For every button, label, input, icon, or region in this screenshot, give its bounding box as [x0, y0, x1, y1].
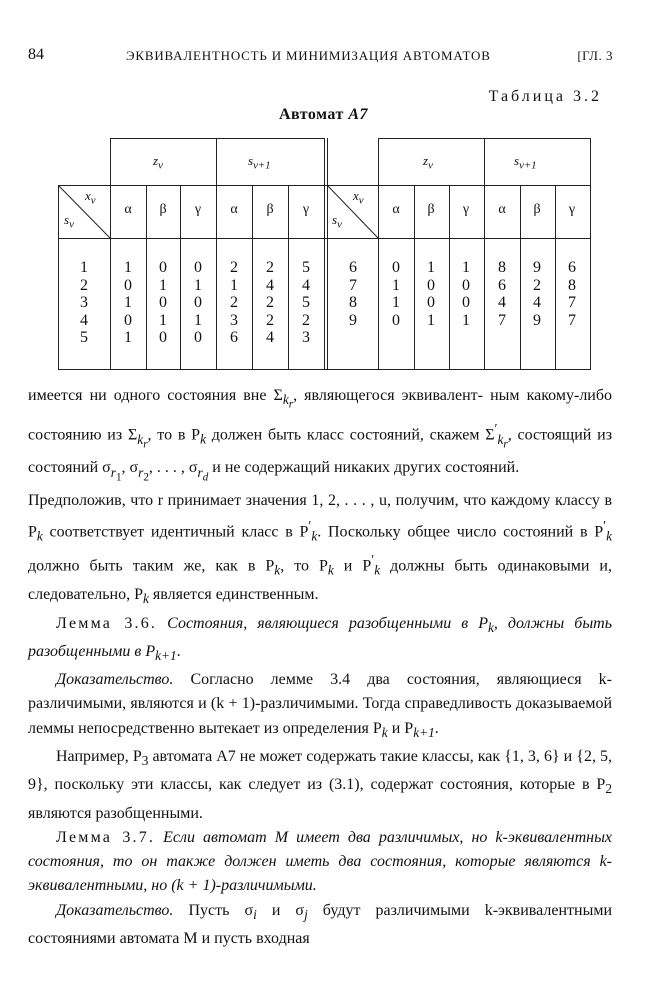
table-rule: [414, 185, 415, 370]
table-cell: 1: [159, 311, 167, 329]
z-subscript: ν: [428, 159, 433, 172]
table-cell: 1: [427, 311, 435, 329]
s-subscript: ν: [337, 218, 342, 231]
table-cell: 0: [124, 276, 132, 294]
subscript: k: [374, 562, 381, 578]
proof-2: [28, 899, 612, 952]
text-run: является единственным.: [148, 586, 319, 604]
text-run: и P: [387, 719, 414, 737]
input-beta: β: [427, 202, 435, 217]
table-cell: 0: [159, 259, 167, 276]
z-symbol: z: [153, 153, 159, 168]
lemma-statement: , должны быть разобщенными в P: [28, 614, 613, 660]
table-cell: 4: [302, 276, 310, 294]
subscript: j: [304, 906, 308, 922]
table-label: Таблица 3.2: [488, 88, 602, 105]
table-cell: 9: [533, 311, 541, 329]
table-cell: 0: [462, 294, 470, 312]
subscript: k: [274, 562, 281, 578]
lemma-3-6: [28, 612, 612, 669]
text-run: , то P: [280, 557, 328, 575]
subscript: k: [282, 392, 289, 408]
corner-input-label-right: [353, 188, 364, 207]
table-cell: 7: [568, 294, 576, 312]
table-cell: 0: [462, 276, 470, 294]
table-rule: [252, 185, 253, 370]
table-cell: 1: [427, 259, 435, 276]
subscript: k: [327, 562, 334, 578]
next-state-column: [260, 259, 280, 347]
page-number: 84: [28, 46, 44, 63]
text-run: имеется ни одного состояния вне Σ: [28, 387, 283, 404]
table-cell: 2: [230, 259, 238, 276]
table-cell: 5: [80, 329, 88, 347]
table-cell: 5: [302, 259, 310, 276]
table-cell: 6: [230, 329, 238, 347]
subscript: k: [36, 528, 43, 544]
table-cell: 2: [266, 259, 274, 276]
table-cell: 9: [533, 259, 541, 276]
text-run: Согласно лемме 3.4 два состояния, являющиеся k-различимыми, являются и (k + 1)-различимыми. Тогда справедливость доказываемой леммы непосредственно вытекает из определения P: [28, 671, 612, 737]
subscript: r: [143, 438, 148, 451]
subscript: 2: [143, 471, 149, 484]
output-column: [188, 259, 208, 347]
table-cell: 1: [462, 259, 470, 276]
text-run: Пусть σ: [173, 901, 254, 919]
z-subscript: ν: [158, 159, 163, 172]
proof-label: Доказательство.: [56, 671, 174, 689]
table-cell: 1: [159, 276, 167, 294]
text-run: Предположив, что r принимает значения 1, 2, . . . , u, получим, что каждому классу в P: [28, 492, 612, 540]
table-cell: 0: [427, 276, 435, 294]
lemma-label: Лемма 3.7.: [56, 829, 156, 847]
subscript: k: [142, 591, 149, 607]
subscript: k: [381, 724, 388, 740]
table-rule: [449, 185, 450, 370]
input-alpha: α: [230, 202, 238, 217]
text-run: , то в P: [147, 426, 201, 444]
next-state-column: [224, 259, 244, 347]
body-text: [28, 384, 612, 951]
table-cell: 4: [498, 294, 506, 312]
lemma-3-7: [28, 826, 612, 899]
table-cell: 2: [266, 311, 274, 329]
automaton-table: [58, 138, 591, 370]
table-title-prefix: Автомат: [278, 106, 349, 123]
subscript: k: [606, 528, 612, 544]
text-run: Например, P: [56, 748, 142, 766]
table-cell: 4: [533, 294, 541, 312]
output-column: [153, 259, 173, 347]
subscript: r: [110, 464, 116, 480]
output-column: [421, 259, 441, 329]
corner-input-label-left: [85, 188, 96, 207]
table-cell: 1: [124, 329, 132, 347]
lemma-label: Лемма 3.6.: [56, 614, 158, 632]
text-run: автомата A7 не может содержать такие классы, как {1, 3, 6} и {2, 5, 9}, поскольку эти классы, как следует из (3.1), содержат состояния, которые в P: [28, 748, 612, 794]
subscript: 1: [115, 471, 122, 484]
s-symbol: s: [248, 153, 254, 168]
text-run: и не содержащий никаких других состояний.: [208, 459, 520, 477]
input-gamma: γ: [462, 202, 470, 217]
input-gamma: γ: [194, 202, 202, 217]
subscript: 3: [141, 753, 149, 769]
text-run: , . . . , σ: [148, 459, 198, 477]
paragraph: [28, 489, 612, 611]
x-symbol: x: [85, 188, 91, 203]
table-title-name: A7: [348, 106, 369, 123]
input-alpha: α: [498, 202, 506, 217]
s-subscript: ν: [69, 218, 74, 231]
corner-state-label-right: [332, 212, 342, 231]
state-column-right: [343, 259, 363, 329]
table-cell: 1: [80, 259, 88, 276]
table-cell: 1: [392, 276, 400, 294]
text-run: σ: [129, 459, 139, 477]
table-cell: 2: [533, 276, 541, 294]
table-cell: 0: [392, 311, 400, 329]
text-run: класс состояний, скажем Σ: [306, 426, 495, 444]
text-run: соответствует идентичный класс в P: [42, 523, 309, 540]
text-run: должен быть: [205, 426, 302, 444]
table-cell: 1: [462, 311, 470, 329]
proof-1: [28, 668, 612, 745]
table-rule: [327, 138, 328, 370]
subscript: k: [497, 431, 504, 447]
input-gamma: γ: [302, 202, 310, 217]
table-cell: 2: [230, 294, 238, 312]
table-cell: 2: [80, 276, 88, 294]
s-symbol: s: [64, 212, 70, 227]
text-run: , состоящий из состояний σ: [28, 426, 613, 477]
corner-state-label-left: [64, 212, 74, 231]
table-cell: 0: [159, 294, 167, 312]
table-cell: 1: [124, 294, 132, 312]
table-rule: [146, 185, 147, 370]
text-run: .: [434, 719, 439, 737]
s-subscript: ν+1: [519, 159, 537, 172]
input-beta: β: [533, 202, 541, 217]
x-subscript: ν: [90, 194, 96, 207]
running-title: ЭКВИВАЛЕНТНОСТЬ И МИНИМИЗАЦИЯ АВТОМАТОВ: [126, 48, 491, 63]
subscript: r: [197, 464, 203, 480]
text-run: будут различимыми k-эквивалентными состояниями автомата M и пусть входная: [28, 901, 613, 948]
subscript: k: [487, 619, 494, 635]
table-cell: 6: [568, 259, 576, 276]
x-subscript: ν: [358, 194, 364, 207]
subscript: k: [137, 431, 144, 447]
table-cell: 2: [302, 311, 310, 329]
table-cell: 8: [498, 259, 506, 276]
table-cell: 0: [194, 294, 202, 312]
output-column: [118, 259, 138, 347]
prime: ′: [308, 517, 312, 533]
s-subscript: ν+1: [253, 159, 271, 172]
subscript: k: [311, 528, 318, 544]
table-rule: [288, 185, 289, 370]
subscript: 2: [605, 781, 612, 797]
table-rule: [520, 185, 521, 370]
table-cell: 0: [194, 329, 202, 347]
table-rule: [555, 185, 556, 370]
table-cell: 9: [349, 311, 357, 329]
text-run: , являющегося эквивалент-: [293, 387, 483, 404]
input-beta: β: [266, 202, 274, 217]
table-cell: 5: [302, 294, 310, 312]
table-rule: [180, 185, 181, 370]
subscript: k+1: [413, 724, 435, 740]
table-cell: 4: [266, 276, 274, 294]
table-cell: 0: [392, 259, 400, 276]
output-column: [386, 259, 406, 329]
x-symbol: x: [353, 188, 359, 203]
table-cell: 3: [302, 329, 310, 347]
table-rule: [484, 138, 485, 370]
table-rule: [110, 138, 111, 370]
table-cell: 1: [194, 276, 202, 294]
table-rule: [378, 138, 379, 370]
table-rule: [590, 138, 591, 370]
table-cell: 0: [124, 311, 132, 329]
table-title: [0, 106, 647, 124]
input-gamma: γ: [568, 202, 576, 217]
lemma-statement: Состояния, являющиеся разобщенными в P: [167, 614, 488, 632]
s-symbol: s: [514, 153, 520, 168]
table-cell: 8: [349, 294, 357, 312]
input-alpha: α: [124, 202, 132, 217]
subscript: k+1: [155, 648, 177, 664]
table-cell: 1: [392, 294, 400, 312]
chapter-label: [ГЛ. 3: [577, 48, 613, 63]
input-beta: β: [159, 202, 167, 217]
table-cell: 7: [498, 311, 506, 329]
table-cell: 4: [80, 311, 88, 329]
subscript: k: [200, 431, 206, 447]
table-cell: 0: [194, 259, 202, 276]
text-run: должно быть таким же, как в P: [28, 557, 275, 575]
prime: ′: [494, 421, 498, 437]
table-cell: 0: [159, 329, 167, 347]
table-cell: 6: [349, 259, 357, 276]
text-run: ,: [121, 459, 126, 477]
s-symbol: s: [332, 212, 338, 227]
next-state-column: [492, 259, 512, 329]
table-rule: [324, 138, 325, 370]
text-run: и σ: [256, 901, 305, 919]
table-rule: [110, 138, 325, 139]
text-run: и P: [333, 557, 372, 575]
table-cell: 1: [194, 311, 202, 329]
table-cell: 4: [266, 329, 274, 347]
z-symbol: z: [423, 153, 429, 168]
group-header-s-left: [248, 153, 271, 172]
input-alpha: α: [392, 202, 400, 217]
table-cell: 2: [266, 294, 274, 312]
table-cell: 3: [80, 294, 88, 312]
state-column-left: [74, 259, 94, 347]
proof-label: Доказательство.: [56, 901, 174, 919]
table-cell: 8: [568, 276, 576, 294]
text-run: должны быть одинаковыми и, следовательно, P: [28, 557, 612, 604]
table-cell: 7: [568, 311, 576, 329]
group-header-s-right: [514, 153, 537, 172]
subscript: r: [288, 398, 294, 411]
next-state-column: [296, 259, 316, 347]
prime: ′: [603, 517, 607, 533]
text-run: ным какому-либо состоянию из Σ: [28, 387, 613, 444]
subscript: r: [138, 464, 144, 480]
prime: ′: [371, 552, 375, 568]
table-cell: 6: [498, 276, 506, 294]
table-cell: 7: [349, 276, 357, 294]
group-header-z-left: [153, 153, 163, 172]
subscript: i: [253, 906, 257, 922]
table-cell: 1: [230, 276, 238, 294]
paragraph: [28, 384, 612, 489]
group-header-z-right: [423, 153, 433, 172]
table-cell: 1: [124, 259, 132, 276]
subscript: r: [503, 438, 508, 451]
running-header: [28, 46, 613, 70]
example-paragraph: [28, 745, 612, 826]
lemma-statement: Если автомат M имеет два различимых, но k-эквивалентных состояния, то он также должен иметь два состояния, которые являются k-эквивалентными, но (k + 1)-различимыми.: [28, 829, 613, 895]
text-run: являются разобщенными.: [28, 804, 203, 822]
next-state-column: [527, 259, 547, 329]
output-column: [456, 259, 476, 329]
text-run: . Поскольку общее число состояний в P: [317, 523, 604, 540]
next-state-column: [562, 259, 582, 329]
table-cell: 3: [230, 311, 238, 329]
text-run: .: [176, 642, 181, 660]
subscript: d: [202, 471, 209, 484]
table-rule: [216, 138, 217, 370]
table-cell: 0: [427, 294, 435, 312]
